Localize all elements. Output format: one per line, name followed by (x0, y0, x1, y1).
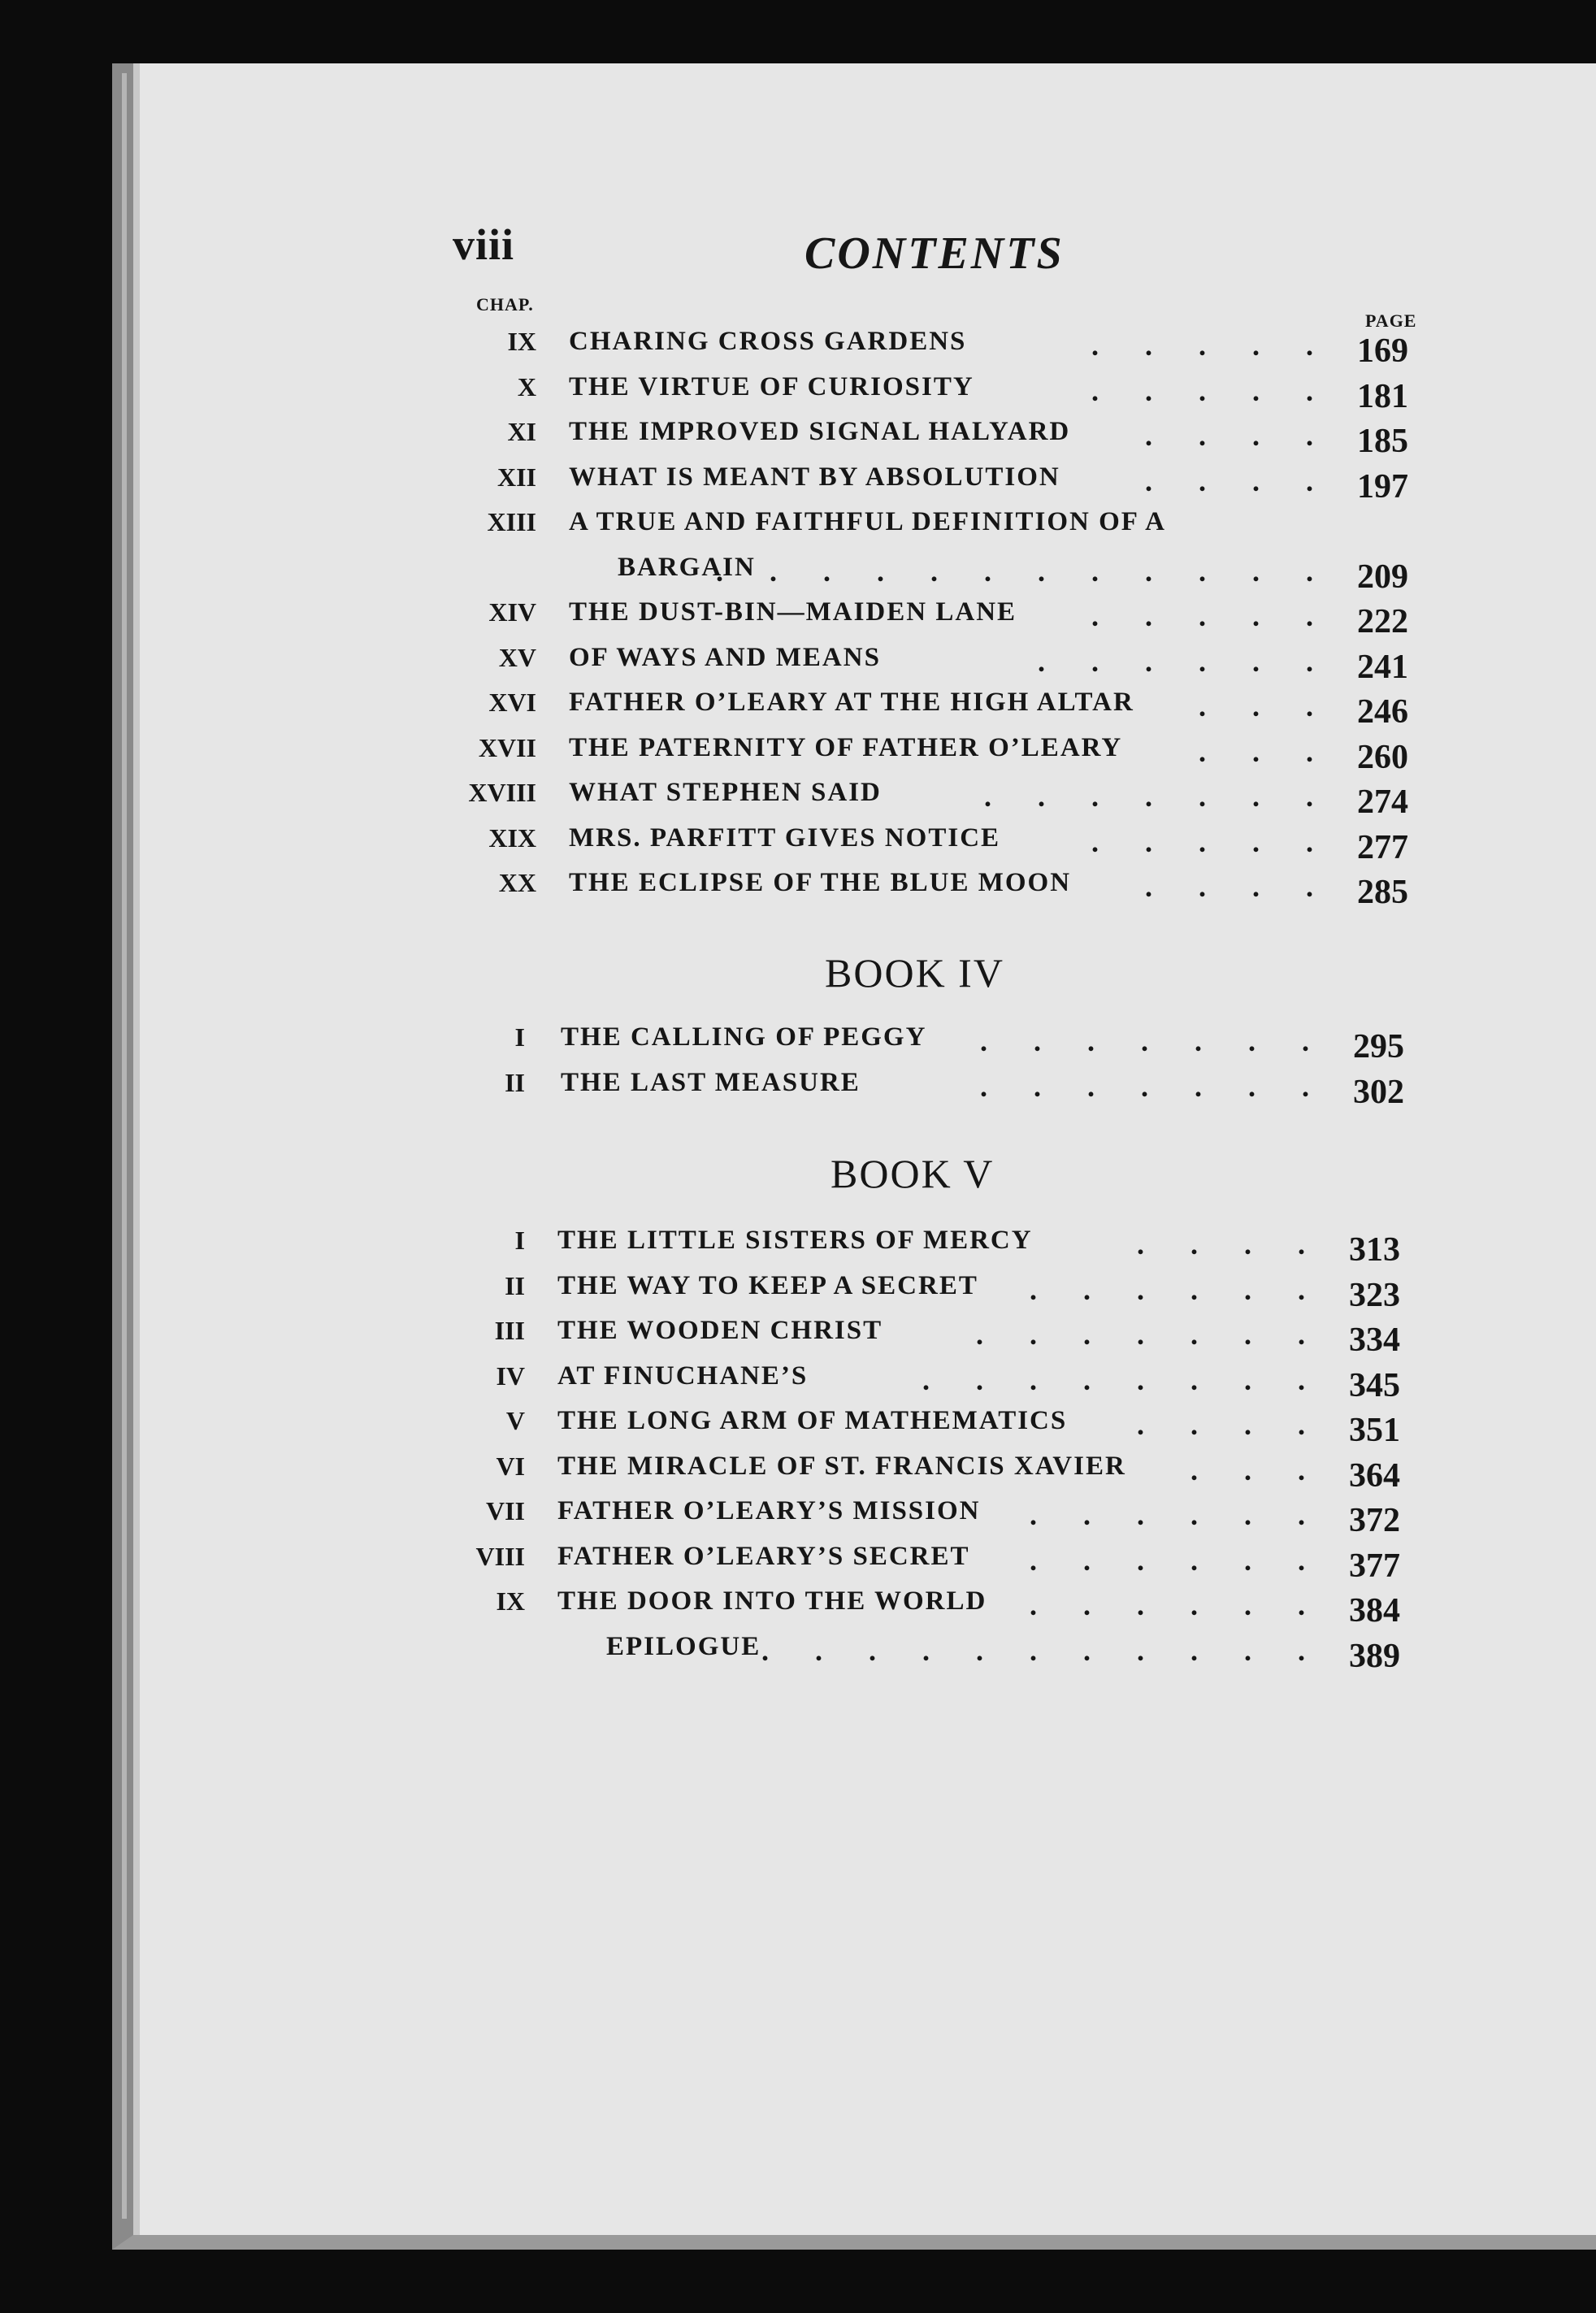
chapter-number: IX (507, 327, 536, 356)
page-reference: 209 (1357, 558, 1408, 596)
dot-leaders: . . . . (1145, 419, 1333, 452)
chapter-title: THE WOODEN CHRIST (557, 1316, 883, 1345)
page-reference: 222 (1357, 603, 1408, 640)
dot-leaders: . . . . . . (1030, 1273, 1325, 1306)
toc-row (0, 552, 1596, 596)
chapter-title: OF WAYS AND MEANS (569, 642, 881, 672)
toc-row (0, 733, 1596, 774)
toc-row (0, 1226, 1596, 1269)
chapter-number: VIII (475, 1541, 525, 1571)
chapter-number: XVI (488, 688, 536, 717)
page-column-header: PAGE (1365, 310, 1417, 331)
page-reference: 389 (1349, 1637, 1400, 1675)
chapter-title: THE PATERNITY OF FATHER O’LEARY (569, 732, 1123, 762)
toc-row (0, 1361, 1596, 1402)
chapter-number: VI (496, 1451, 525, 1481)
chapter-number: I (514, 1022, 525, 1052)
chapter-number: XIX (488, 822, 536, 853)
chapter-title: THE VIRTUE OF CURIOSITY (569, 371, 974, 401)
dot-leaders: . . . . . . . (980, 1070, 1329, 1103)
chapter-number: XX (498, 868, 536, 897)
chapter-number: IV (496, 1360, 525, 1391)
chapter-title: FATHER O’LEARY’S SECRET (557, 1541, 970, 1571)
dot-leaders: . . . . . . . (980, 1025, 1329, 1057)
dot-leaders: . . . (1199, 735, 1333, 768)
dot-leaders: . . . (1190, 1453, 1325, 1486)
chapter-number: XV (498, 642, 536, 672)
page-reference: 285 (1357, 874, 1408, 911)
page-title: CONTENTS (805, 228, 1065, 279)
chapter-title: THE CALLING OF PEGGY (561, 1022, 927, 1052)
chapter-title: FATHER O’LEARY’S MISSION (557, 1496, 981, 1525)
dot-leaders: . . . . (1145, 464, 1333, 497)
chapter-number: XVII (478, 732, 536, 762)
toc-row (0, 823, 1596, 864)
chapter-number: XVIII (468, 778, 536, 807)
page-reference: 246 (1357, 693, 1408, 731)
dot-leaders: . . . . . . . . . . . (761, 1634, 1325, 1667)
page-reference: 377 (1349, 1547, 1400, 1585)
page-reference: 169 (1357, 332, 1408, 370)
toc-row (0, 597, 1596, 638)
toc-row (0, 1451, 1596, 1495)
toc-row (0, 1022, 1596, 1063)
page-reference: 295 (1353, 1028, 1404, 1065)
page-reference: 185 (1357, 423, 1408, 460)
chapter-title: THE LAST MEASURE (561, 1068, 861, 1097)
chapter-number: III (494, 1316, 525, 1345)
chapter-number: XII (497, 462, 536, 492)
page-reference: 181 (1357, 377, 1408, 415)
chapter-number: IX (496, 1586, 525, 1616)
dot-leaders: . . . . (1145, 870, 1333, 903)
page-reference: 364 (1349, 1456, 1400, 1495)
toc-row (0, 1496, 1596, 1537)
toc-row (0, 1632, 1596, 1673)
chapter-title: THE DUST-BIN—MAIDEN LANE (569, 597, 1017, 627)
dot-leaders: . . . . . . . . . . . . (716, 554, 1333, 588)
page-reference: 313 (1349, 1231, 1400, 1269)
page-number: viii (453, 220, 515, 269)
page-reference: 334 (1349, 1321, 1400, 1359)
toc-row (0, 868, 1596, 909)
chapter-title: WHAT IS MEANT BY ABSOLUTION (569, 462, 1060, 492)
chapter-title: A TRUE AND FAITHFUL DEFINITION OF A (569, 507, 1166, 536)
page-reference: 345 (1349, 1366, 1400, 1404)
dot-leaders: . . . . . . (1030, 1499, 1325, 1531)
page-reference: 197 (1357, 467, 1408, 506)
toc-row (0, 1068, 1596, 1109)
chapter-number: X (517, 371, 536, 401)
chapter-title: THE WAY TO KEEP A SECRET (557, 1270, 978, 1300)
page-reference: 241 (1357, 648, 1408, 686)
toc-row (0, 1406, 1596, 1447)
chapter-title: EPILOGUE (606, 1631, 761, 1661)
dot-leaders: . . . . (1137, 1228, 1325, 1261)
chapter-title: THE LONG ARM OF MATHEMATICS (557, 1406, 1068, 1435)
toc-row (0, 417, 1596, 458)
dot-leaders: . . . . . (1091, 374, 1333, 407)
dot-leaders: . . . . . (1091, 825, 1333, 858)
chapter-title: WHAT STEPHEN SAID (569, 778, 882, 807)
toc-row (0, 642, 1596, 686)
dot-leaders: . . . . . . (1030, 1589, 1325, 1621)
toc-row (0, 1271, 1596, 1312)
chapter-title: AT FINUCHANE’S (557, 1360, 809, 1391)
chapter-title: THE LITTLE SISTERS OF MERCY (557, 1226, 1033, 1255)
chapter-column-header: CHAP. (476, 294, 534, 315)
page-reference: 372 (1349, 1502, 1400, 1539)
dot-leaders: . . . . . . . (976, 1318, 1325, 1351)
page-reference: 384 (1349, 1592, 1400, 1630)
chapter-number: XI (507, 417, 536, 446)
page-reference: 323 (1349, 1276, 1400, 1314)
chapter-number: II (505, 1068, 525, 1097)
page-reference: 274 (1357, 783, 1408, 821)
toc-row (0, 1586, 1596, 1630)
chapter-title: THE MIRACLE OF ST. FRANCIS XAVIER (557, 1451, 1126, 1481)
toc-row (0, 507, 1596, 548)
chapter-number: I (514, 1226, 525, 1255)
chapter-number: II (505, 1270, 525, 1300)
dot-leaders: . . . . . (1091, 600, 1333, 632)
dot-leaders: . . . . . . . . (922, 1363, 1325, 1396)
page-reference: 302 (1353, 1074, 1404, 1111)
toc-row (0, 327, 1596, 370)
dot-leaders: . . . . . . . (984, 780, 1333, 813)
chapter-title: CHARING CROSS GARDENS (569, 327, 967, 356)
chapter-title: FATHER O’LEARY AT THE HIGH ALTAR (569, 688, 1134, 717)
dot-leaders: . . . . . (1091, 329, 1333, 362)
toc-row (0, 1316, 1596, 1359)
page-reference: 260 (1357, 738, 1408, 776)
toc-row (0, 778, 1596, 821)
chapter-title: MRS. PARFITT GIVES NOTICE (569, 822, 1001, 853)
page-reference: 277 (1357, 828, 1408, 866)
chapter-title: THE DOOR INTO THE WORLD (557, 1586, 987, 1616)
chapter-title: BARGAIN (618, 552, 756, 582)
chapter-title: THE ECLIPSE OF THE BLUE MOON (569, 868, 1072, 897)
chapter-number: XIV (488, 597, 536, 627)
dot-leaders: . . . . . . (1038, 644, 1333, 678)
page-reference: 351 (1349, 1412, 1400, 1449)
book-5-heading: BOOK V (831, 1151, 995, 1196)
toc-row (0, 462, 1596, 506)
chapter-title: THE IMPROVED SIGNAL HALYARD (569, 417, 1071, 446)
toc-row (0, 1541, 1596, 1585)
dot-leaders: . . . (1199, 690, 1333, 723)
book-4-heading: BOOK IV (825, 950, 1004, 996)
dot-leaders: . . . . . . (1030, 1543, 1325, 1577)
toc-row (0, 688, 1596, 731)
chapter-number: V (505, 1406, 525, 1435)
chapter-number: VII (485, 1496, 525, 1525)
toc-row (0, 372, 1596, 413)
dot-leaders: . . . . (1137, 1408, 1325, 1441)
chapter-number: XIII (487, 507, 536, 536)
